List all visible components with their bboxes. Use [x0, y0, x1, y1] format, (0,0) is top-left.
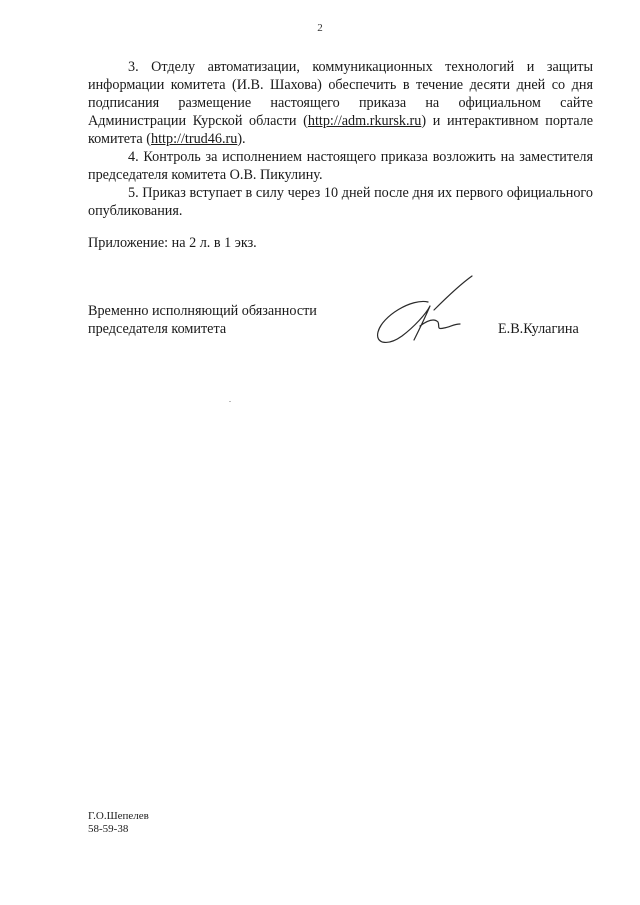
paragraph-3-text-b: ) и интерактивном портале комитета (	[88, 113, 594, 147]
page-number: 2	[317, 22, 323, 34]
paragraph-3-text-c: ).	[237, 131, 246, 147]
executor-name: Г.О.Шепелев	[88, 810, 149, 822]
signer-title	[88, 302, 317, 338]
paragraph-4: 4. Контроль за исполнением настоящего приказа возложить на заместителя председателя комитета О.В. Пикулину.	[88, 149, 593, 183]
paragraph-3	[88, 58, 593, 148]
link-trud46[interactable]: http://trud46.ru	[151, 131, 238, 147]
executor-phone: 58-59-38	[88, 823, 129, 835]
signer-title-line-2: председателя комитета	[88, 321, 227, 337]
handwritten-signature	[368, 272, 488, 352]
order-body	[88, 58, 593, 220]
signer-name: Е.В.Кулагина	[498, 321, 579, 337]
attachment-note: Приложение: на 2 л. в 1 экз.	[88, 235, 257, 251]
paragraph-3-text-a: 3. Отделу автоматизации, коммуникационных технологий и защиты информации комитета (И.В. Шахова) обеспечить в течение десяти дней со дня подписания размещение настоящего приказа на официальном сайте Администрации Курской области (	[88, 59, 593, 129]
executor-info	[88, 810, 149, 836]
link-adm-rkursk[interactable]: http://adm.rkursk.ru	[307, 113, 422, 129]
signer-title-line-1: Временно исполняющий обязанности	[88, 303, 317, 319]
scan-speck	[229, 401, 231, 402]
paragraph-5: 5. Приказ вступает в силу через 10 дней после дня их первого официального опубликования.	[88, 185, 593, 219]
